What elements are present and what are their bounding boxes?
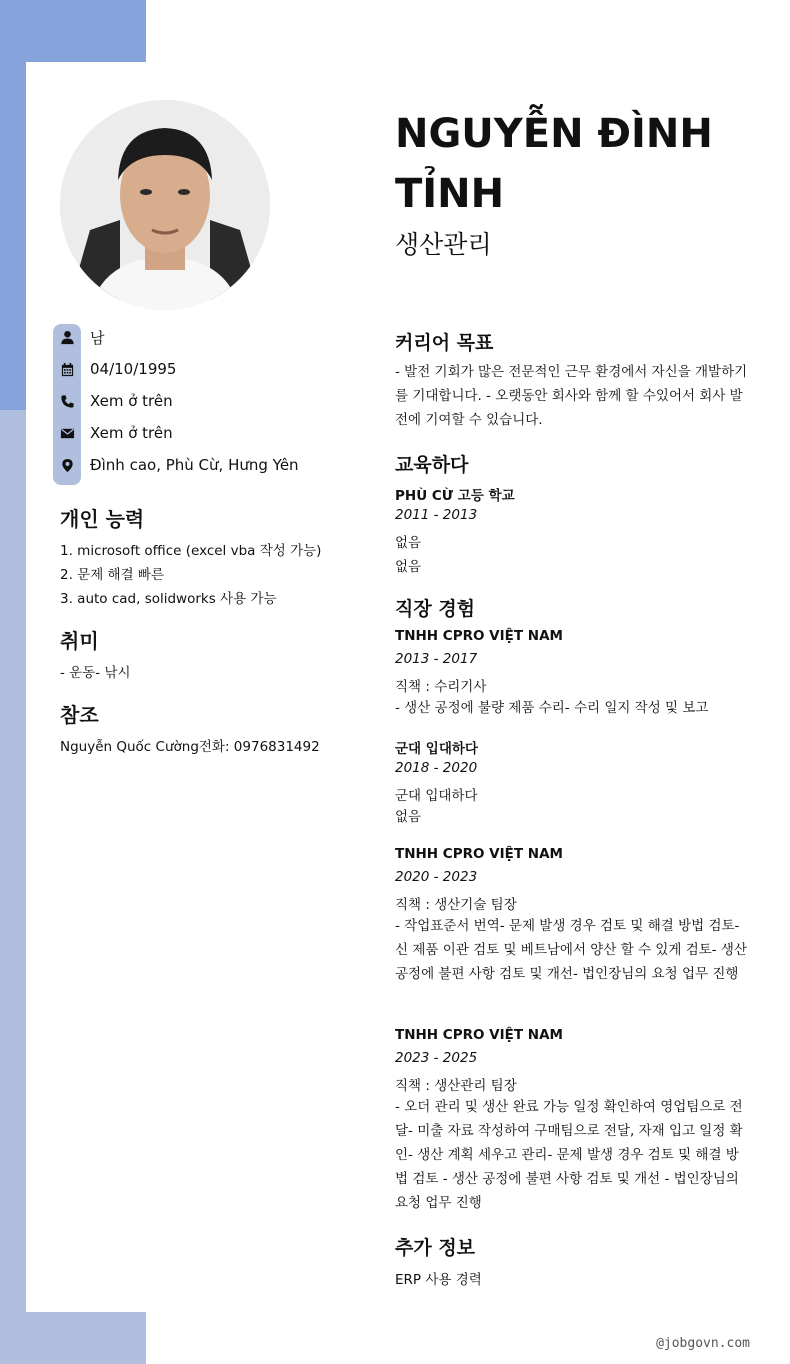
job-period: 2018 - 2020 xyxy=(395,760,478,776)
reference-text: Nguyễn Quốc Cường전화: 0976831492 xyxy=(60,739,320,755)
job-period: 2013 - 2017 xyxy=(395,651,478,667)
mail-icon xyxy=(53,426,81,441)
job-position: 직책 : 생산기술 팀장 xyxy=(395,897,517,913)
education-school: PHÙ CỪ 고등 학교 xyxy=(395,488,515,504)
accent-block-bottom xyxy=(26,1312,146,1364)
person-icon xyxy=(53,330,81,345)
education-title: 교육하다 xyxy=(395,454,469,476)
candidate-role: 생산관리 xyxy=(395,230,492,259)
objective-title: 커리어 목표 xyxy=(395,332,494,354)
experience-title: 직장 경험 xyxy=(395,598,476,620)
job-position: 군대 입대하다 xyxy=(395,788,478,804)
education-period: 2011 - 2013 xyxy=(395,507,478,523)
contact-phone: Xem ở trên xyxy=(53,388,353,414)
job-company: 군대 입대하다 xyxy=(395,741,478,757)
job-company: TNHH CPRO VIỆT NAM xyxy=(395,846,563,862)
job-description: - 작업표준서 번역- 문제 발생 경우 검토 및 해결 방법 검토- 신 제품 이관 검토 및 베트남에서 양산 할 수 있게 검토- 생산 공정에 불편 사항 검토 및 개선- 법인장님의 요청 업무 진행 xyxy=(395,918,748,982)
job-position: 직책 : 생산관리 팀장 xyxy=(395,1078,517,1094)
skill-item: 2. 문제 해결 빠른 xyxy=(60,567,164,583)
additional-text: ERP 사용 경력 xyxy=(395,1272,482,1288)
watermark: @jobgovn.com xyxy=(656,1336,750,1351)
phone-icon xyxy=(53,394,81,409)
job-description: - 오더 관리 및 생산 완료 가능 일정 확인하여 영업팀으로 전달- 미출 자료 작성하여 구매팀으로 전달, 자재 입고 일정 확인- 생산 계획 세우고 관리- 문제 발생 경우 검토 및 해결 방법 검토 - 생산 공정에 불편 사항 검토 및 개선 - 법인장님의 요청 업무 진행 xyxy=(395,1099,743,1211)
reference-title: 참조 xyxy=(60,703,99,727)
profile-photo xyxy=(60,100,270,310)
job-description: 없음 xyxy=(395,809,422,825)
skill-item: 1. microsoft office (excel vba 작성 가능) xyxy=(60,543,322,559)
contact-email: Xem ở trên xyxy=(53,420,353,446)
objective-text: - 발전 기회가 많은 전문적인 근무 환경에서 자신을 개발하기를 기대합니다. - 오랫동안 회사와 함께 할 수있어서 회사 발전에 기여할 수 있습니다. xyxy=(395,364,748,428)
job-company: TNHH CPRO VIỆT NAM xyxy=(395,1027,563,1043)
hobbies-title: 취미 xyxy=(60,629,99,653)
hobbies-text: - 운동- 낚시 xyxy=(60,665,131,681)
calendar-icon xyxy=(53,362,81,377)
job-period: 2020 - 2023 xyxy=(395,869,478,885)
job-period: 2023 - 2025 xyxy=(395,1050,478,1066)
location-pin-icon xyxy=(53,458,81,473)
contact-address: Đình cao, Phù Cừ, Hưng Yên xyxy=(53,452,353,478)
skill-item: 3. auto cad, solidworks 사용 가능 xyxy=(60,591,277,607)
skills-title: 개인 능력 xyxy=(60,507,145,531)
job-description: - 생산 공정에 불량 제품 수리- 수리 일지 작성 및 보고 xyxy=(395,700,709,716)
additional-title: 추가 정보 xyxy=(395,1237,476,1259)
candidate-name: NGUYỄN ĐÌNH TỈNH xyxy=(395,111,713,217)
education-detail: 없음 xyxy=(395,559,422,575)
education-detail: 없음 xyxy=(395,535,422,551)
job-position: 직책 : 수리기사 xyxy=(395,679,487,695)
contact-gender: 남 xyxy=(53,324,353,350)
contact-birthdate: 04/10/1995 xyxy=(53,356,353,382)
job-company: TNHH CPRO VIỆT NAM xyxy=(395,628,563,644)
